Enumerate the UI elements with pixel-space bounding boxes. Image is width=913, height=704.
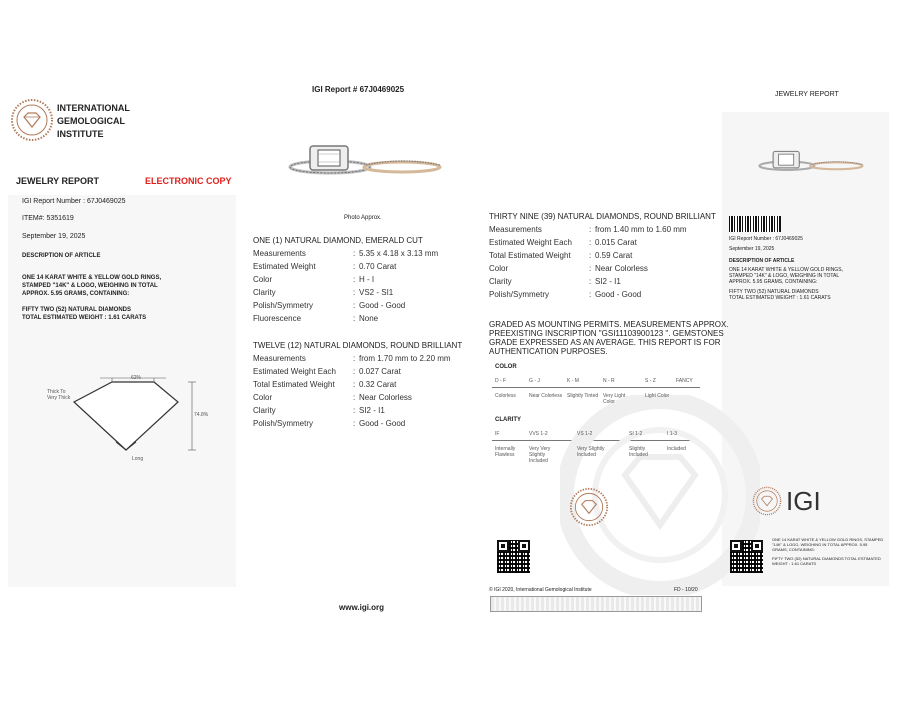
far-right-desc-title: DESCRIPTION OF ARTICLE — [729, 258, 795, 264]
spec-value: Good - Good — [595, 290, 642, 299]
jewelry-report-title: JEWELRY REPORT — [16, 176, 100, 186]
spec-label: Measurements — [253, 249, 306, 258]
spec-separator: : — [353, 249, 356, 258]
far-right-bottom-5: WEIGHT : 1.61 CARATS — [772, 561, 817, 566]
spec-value: SI2 - I1 — [595, 277, 621, 286]
clarity-grade: I 1-3 — [667, 431, 678, 437]
photo-caption: Photo Approx. — [344, 215, 382, 221]
color-description: Colorless — [495, 393, 516, 399]
item-number: ITEM#: 5351619 — [22, 215, 74, 222]
far-right-bottom-1: ONE 14 KARAT WHITE & YELLOW GOLD RINGS, STAMPED — [772, 537, 884, 542]
spec-separator: : — [589, 251, 592, 260]
spec-label: Total Estimated Weight — [489, 251, 571, 260]
spec-label: Color — [253, 393, 273, 402]
spec-separator: : — [353, 380, 356, 389]
spec-separator: : — [589, 238, 592, 247]
spec-separator: : — [353, 301, 356, 310]
security-strip — [490, 596, 702, 612]
institute-line-2: GEMOLOGICAL — [57, 116, 125, 126]
spec-value: from 1.70 mm to 2.20 mm — [359, 354, 451, 363]
spec-label: Measurements — [253, 354, 306, 363]
far-right-bottom-2: "14K" & LOGO, WEIGHING IN TOTAL APPROX. 5.95 — [772, 542, 868, 547]
comment-line-4: AUTHENTICATION PURPOSES. — [489, 347, 608, 356]
color-grade: G - J — [529, 378, 540, 384]
spec-label: Polish/Symmetry — [253, 419, 314, 428]
comment-line-1: GRADED AS MOUNTING PERMITS. MEASUREMENTS APPROX. — [489, 320, 729, 329]
spec-separator: : — [589, 277, 592, 286]
spec-label: Estimated Weight Each — [253, 367, 337, 376]
fifty-line-1: FIFTY TWO (52) NATURAL DIAMONDS — [22, 307, 131, 313]
spec-separator: : — [589, 264, 592, 273]
qr-code-icon — [497, 540, 530, 573]
far-right-report-number: IGI Report Number : 67J0469025 — [729, 236, 803, 242]
clarity-scale-title: CLARITY — [495, 417, 521, 423]
spec-label: Clarity — [489, 277, 512, 286]
spec-value: 0.70 Carat — [359, 262, 397, 271]
ring-photo-icon — [758, 146, 868, 176]
institute-line-1: INTERNATIONAL — [57, 103, 130, 113]
color-scale-title: COLOR — [495, 364, 517, 370]
clarity-description: Included — [667, 446, 686, 452]
igi-seal-icon — [10, 98, 54, 142]
spec-separator: : — [353, 354, 356, 363]
barcode-icon — [729, 216, 781, 232]
clarity-description: Internally Flawless — [495, 446, 516, 458]
far-right-bottom-4: FIFTY TWO (52) NATURAL DIAMONDS TOTAL ESTIMATED — [772, 556, 881, 561]
spec-value: Good - Good — [359, 301, 406, 310]
table-percentage: 62% — [131, 375, 142, 381]
spec-value: 0.59 Carat — [595, 251, 633, 260]
clarity-description: Slightly Included — [629, 446, 648, 458]
diamond-diagram-icon — [40, 370, 220, 465]
spec-value: 0.027 Carat — [359, 367, 401, 376]
comment-line-3: GRADE EXPRESSED AS AN AVERAGE. THIS REPORT IS FOR — [489, 338, 721, 347]
spec-label: Polish/Symmetry — [253, 301, 314, 310]
far-right-fifty-1: FIFTY TWO (52) NATURAL DIAMONDS — [729, 289, 819, 295]
spec-label: Clarity — [253, 406, 276, 415]
spec-separator: : — [353, 419, 356, 428]
section2-title: TWELVE (12) NATURAL DIAMONDS, ROUND BRILLIANT — [253, 341, 463, 350]
color-grade: K - M — [567, 378, 579, 384]
color-grade: FANCY — [676, 378, 693, 384]
section3-title: THIRTY NINE (39) NATURAL DIAMONDS, ROUND BRILLIANT — [489, 212, 716, 221]
spec-value: from 1.40 mm to 1.60 mm — [595, 225, 687, 234]
depth-percentage: 74.8% — [194, 412, 209, 418]
spec-separator: : — [353, 314, 356, 323]
ring-photo-icon — [288, 140, 448, 180]
spec-value: 5.35 x 4.18 x 3.13 mm — [359, 249, 439, 258]
clarity-description: Very Slightly Included — [577, 446, 605, 458]
report-header: IGI Report # 67J0469025 — [312, 85, 405, 94]
spec-separator: : — [353, 393, 356, 402]
clarity-grade: VVS 1-2 — [529, 431, 548, 437]
spec-value: Near Colorless — [595, 264, 648, 273]
spec-value: 0.015 Carat — [595, 238, 637, 247]
description-line-3: APPROX. 5.95 GRAMS, CONTAINING: — [22, 291, 130, 297]
spec-separator: : — [353, 367, 356, 376]
girdle-description: Thick To Very Thick — [47, 389, 71, 401]
institute-line-3: INSTITUTE — [57, 129, 104, 139]
clarity-grade: SI 1-2 — [629, 431, 643, 437]
igi-seal-icon — [752, 486, 782, 516]
igi-seal-icon — [569, 487, 609, 527]
spec-separator: : — [353, 275, 356, 284]
comment-line-2: PREEXISTING INSCRIPTION "GSI11103900123 ". GEMSTONES — [489, 329, 724, 338]
color-grade: D - F — [495, 378, 507, 384]
igi-logo-text: IGI — [786, 486, 821, 516]
description-line-2: STAMPED "14K" & LOGO, WEIGHING IN TOTAL — [22, 283, 158, 289]
color-grade: N - R — [603, 378, 615, 384]
color-grade: S - Z — [645, 378, 656, 384]
culet-description: Long — [132, 456, 144, 462]
color-description: Near Colorless — [529, 393, 563, 399]
spec-value: 0.32 Carat — [359, 380, 397, 389]
spec-label: Measurements — [489, 225, 542, 234]
spec-separator: : — [353, 262, 356, 271]
clarity-description: Very Very Slightly Included — [529, 446, 551, 464]
clarity-grade: VS 1-2 — [577, 431, 593, 437]
spec-value: SI2 - I1 — [359, 406, 385, 415]
footer-url: www.igi.org — [339, 603, 385, 612]
spec-value: H - I — [359, 275, 375, 284]
spec-label: Fluorescence — [253, 314, 302, 323]
spec-label: Total Estimated Weight — [253, 380, 335, 389]
spec-separator: : — [353, 406, 356, 415]
color-description: Very Light Color — [603, 393, 626, 405]
spec-value: Good - Good — [359, 419, 406, 428]
spec-label: Color — [489, 264, 509, 273]
qr-code-icon — [730, 540, 763, 573]
color-description: Light Color — [645, 393, 670, 399]
spec-label: Estimated Weight — [253, 262, 316, 271]
far-right-desc: ONE 14 KARAT WHITE & YELLOW GOLD RINGS, STAMPED "14K" & LOGO, WEIGHING IN TOTAL APPROX. 5.95 GRAMS, CONTAINING: — [729, 267, 843, 285]
far-right-title: JEWELRY REPORT — [775, 91, 839, 98]
spec-value: Near Colorless — [359, 393, 412, 402]
spec-value: VS2 - SI1 — [359, 288, 394, 297]
clarity-grade: IF — [495, 431, 500, 437]
spec-value: None — [359, 314, 379, 323]
spec-label: Color — [253, 275, 273, 284]
spec-label: Polish/Symmetry — [489, 290, 550, 299]
spec-separator: : — [589, 290, 592, 299]
far-right-fifty-2: TOTAL ESTIMATED WEIGHT : 1.61 CARATS — [729, 295, 831, 301]
far-right-bottom-3: GRAMS, CONTAINING: — [772, 547, 815, 552]
spec-separator: : — [589, 225, 592, 234]
report-date: September 19, 2025 — [22, 233, 86, 240]
color-scale-rule — [492, 387, 700, 388]
spec-separator: : — [353, 288, 356, 297]
color-description: Slightly Tinted — [567, 393, 599, 399]
description-title: DESCRIPTION OF ARTICLE — [22, 253, 101, 259]
far-right-date: September 19, 2025 — [729, 246, 775, 252]
form-code: FD - 10/20 — [674, 587, 698, 593]
fifty-line-2: TOTAL ESTIMATED WEIGHT : 1.61 CARATS — [22, 315, 147, 321]
section1-title: ONE (1) NATURAL DIAMOND, EMERALD CUT — [253, 236, 423, 245]
electronic-copy-label: ELECTRONIC COPY — [145, 176, 232, 186]
spec-label: Clarity — [253, 288, 276, 297]
description-line-1: ONE 14 KARAT WHITE & YELLOW GOLD RINGS, — [22, 275, 162, 281]
copyright: © IGI 2020, International Gemological Institute — [489, 587, 592, 593]
spec-label: Estimated Weight Each — [489, 238, 573, 247]
report-number: IGI Report Number : 67J0469025 — [22, 198, 126, 205]
